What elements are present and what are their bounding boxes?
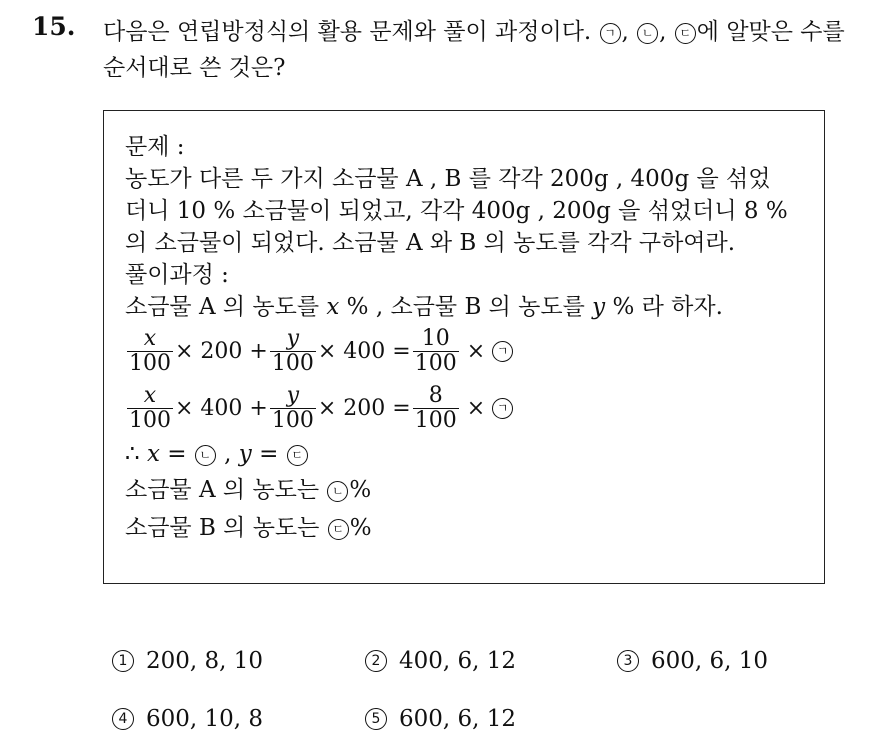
unit: %: [349, 515, 372, 541]
question-text-part2: 에 알맞은 수를 순서대로 쓴 것은?: [103, 19, 845, 81]
result-b: [125, 509, 815, 547]
unit: %: [349, 477, 372, 503]
choice-4[interactable]: [112, 706, 263, 732]
choice-text: 400, 6, 12: [399, 648, 517, 674]
times-sign: ×: [466, 339, 486, 364]
solution-setup: [125, 291, 815, 323]
choice-text: 600, 6, 10: [651, 648, 769, 674]
separator: ,: [659, 19, 674, 45]
result-text: 소금물 A 의 농도는: [125, 477, 327, 503]
var-x: x: [326, 294, 340, 320]
setup-text: 소금물 A 의 농도를: [125, 294, 327, 320]
choice-number: 2: [365, 650, 387, 672]
circled-mark-b: ㄴ: [637, 23, 658, 44]
fraction: [270, 327, 316, 376]
setup-text: % , 소금물 B 의 농도를: [339, 294, 593, 320]
circled-mark-b: ㄴ: [195, 445, 216, 466]
choice-text: 200, 8, 10: [146, 648, 264, 674]
equation-2: [125, 380, 815, 437]
question-number: 15.: [32, 12, 76, 41]
setup-text: % 라 하자.: [605, 294, 723, 320]
numerator: 10: [421, 326, 450, 351]
denominator: 100: [129, 408, 171, 433]
choice-text: 600, 10, 8: [146, 706, 264, 732]
denominator: 100: [414, 408, 457, 433]
fraction: [127, 327, 173, 376]
result-text: 소금물 B 의 농도는: [125, 515, 327, 541]
equals: =: [159, 441, 194, 467]
equals: =: [251, 441, 286, 467]
numerator: x: [143, 326, 157, 351]
denominator: 100: [271, 351, 314, 376]
choice-number: 4: [112, 708, 134, 730]
operator: × 200 =: [317, 396, 411, 421]
denominator: 100: [129, 351, 171, 376]
choice-2[interactable]: [365, 648, 516, 674]
separator: ,: [621, 19, 637, 45]
operator: × 400 +: [175, 396, 268, 421]
fraction: [127, 384, 173, 433]
var-y: y: [592, 294, 606, 320]
numerator: y: [286, 383, 300, 408]
fraction: [413, 327, 459, 376]
problem-line-2: 더니 10 % 소금물이 되었고, 각각 400g , 200g 을 섞었더니 8 %: [125, 198, 788, 224]
operator: × 400 =: [317, 339, 411, 364]
var-x: x: [146, 441, 160, 467]
circled-mark-c: ㄷ: [328, 519, 349, 540]
choice-text: 600, 6, 12: [399, 706, 517, 732]
operator: × 200 +: [175, 339, 268, 364]
problem-label: 문제 :: [125, 134, 185, 160]
var-y: y: [238, 441, 252, 467]
solution-label: 풀이과정 :: [125, 262, 229, 288]
circled-mark-c: ㄷ: [675, 23, 696, 44]
denominator: 100: [414, 351, 457, 376]
choice-1[interactable]: [112, 648, 263, 674]
therefore-line: [125, 437, 815, 471]
result-a: [125, 471, 815, 509]
numerator: y: [286, 326, 300, 351]
equation-1: [125, 323, 815, 380]
circled-mark-b: ㄴ: [327, 481, 348, 502]
times-sign: ×: [466, 396, 486, 421]
problem-line-1: 농도가 다른 두 가지 소금물 A , B 를 각각 200g , 400g 을 섞었: [125, 166, 771, 192]
fraction: [270, 384, 316, 433]
numerator: x: [143, 383, 157, 408]
circled-mark-a: ㄱ: [492, 398, 513, 419]
therefore-symbol: ∴: [125, 441, 140, 467]
choice-5[interactable]: [365, 706, 516, 732]
problem-box-content: [125, 131, 815, 547]
separator: ,: [216, 441, 239, 467]
circled-mark-a: ㄱ: [492, 341, 513, 362]
choice-number: 3: [617, 650, 639, 672]
fraction: [413, 384, 459, 433]
denominator: 100: [271, 408, 314, 433]
choice-3[interactable]: [617, 648, 768, 674]
question-text-part1: 다음은 연립방정식의 활용 문제와 풀이 과정이다.: [103, 19, 599, 45]
circled-mark-a: ㄱ: [600, 23, 621, 44]
problem-box: [103, 110, 825, 584]
circled-mark-c: ㄷ: [287, 445, 308, 466]
choice-number: 1: [112, 650, 134, 672]
choice-number: 5: [365, 708, 387, 730]
numerator: 8: [428, 383, 443, 408]
question-text: [103, 14, 873, 86]
problem-line-3: 의 소금물이 되었다. 소금물 A 와 B 의 농도를 각각 구하여라.: [125, 230, 736, 256]
